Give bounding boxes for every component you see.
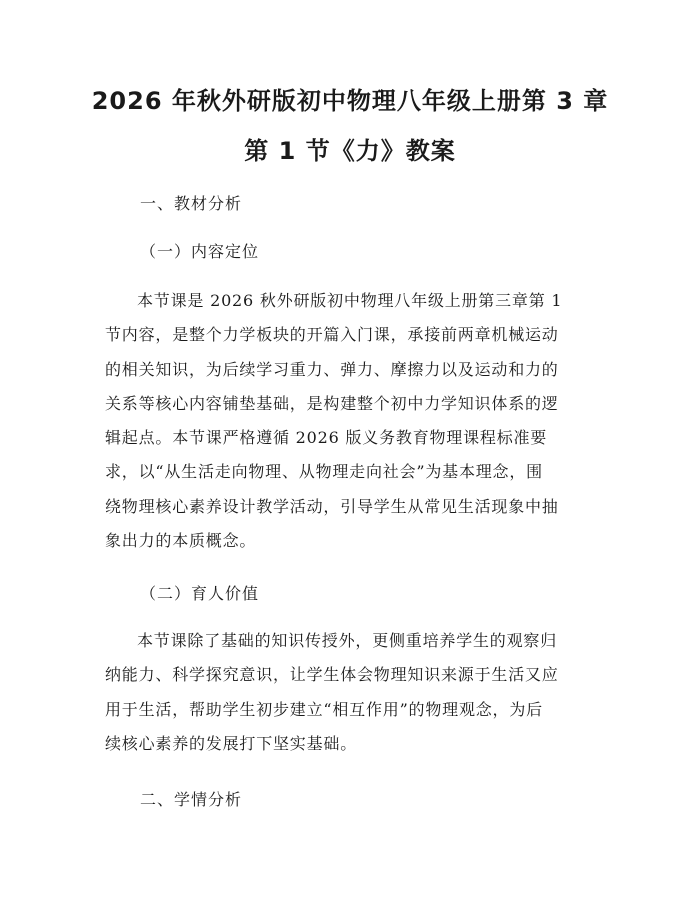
paragraph-line: 绕物理核心素养设计教学活动，引导学生从常见生活现象中抽 — [105, 496, 559, 516]
paragraph-line: 象出力的本质概念。 — [105, 531, 257, 551]
document-title-line-1: 2026 年秋外研版初中物理八年级上册第 3 章 — [91, 87, 609, 115]
document-title-line-2: 第 1 节《力》教案 — [244, 137, 456, 165]
paragraph-line: 求，以“从生活走向物理、从物理走向社会”为基本理念，围 — [105, 462, 543, 482]
subsection-heading-content-positioning: （一）内容定位 — [140, 242, 260, 261]
subsection-heading-educational-value: （二）育人价值 — [140, 584, 260, 603]
paragraph-line: 的相关知识，为后续学习重力、弹力、摩擦力以及运动和力的 — [105, 359, 559, 379]
paragraph-line: 本节课除了基础的知识传授外，更侧重培养学生的观察归 — [137, 631, 558, 650]
paragraph-educational-value — [105, 624, 605, 761]
paragraph-content-positioning — [105, 284, 605, 558]
paragraph-line: 纳能力、科学探究意识，让学生体会物理知识来源于生活又应 — [105, 665, 559, 685]
paragraph-line: 续核心素养的发展打下坚实基础。 — [105, 733, 358, 753]
paragraph-line: 辑起点。本节课严格遵循 2026 版义务教育物理课程标准要 — [105, 428, 548, 448]
paragraph-line: 关系等核心内容铺垫基础，是构建整个初中力学知识体系的逻 — [105, 393, 559, 413]
section-heading-learner-analysis: 二、学情分析 — [140, 790, 243, 809]
section-heading-textbook-analysis: 一、教材分析 — [140, 194, 243, 213]
paragraph-line: 节内容，是整个力学板块的开篇入门课，承接前两章机械运动 — [105, 325, 559, 345]
paragraph-line: 用于生活，帮助学生初步建立“相互作用”的物理观念，为后 — [105, 699, 543, 719]
paragraph-line: 本节课是 2026 秋外研版初中物理八年级上册第三章第 1 — [137, 291, 563, 310]
